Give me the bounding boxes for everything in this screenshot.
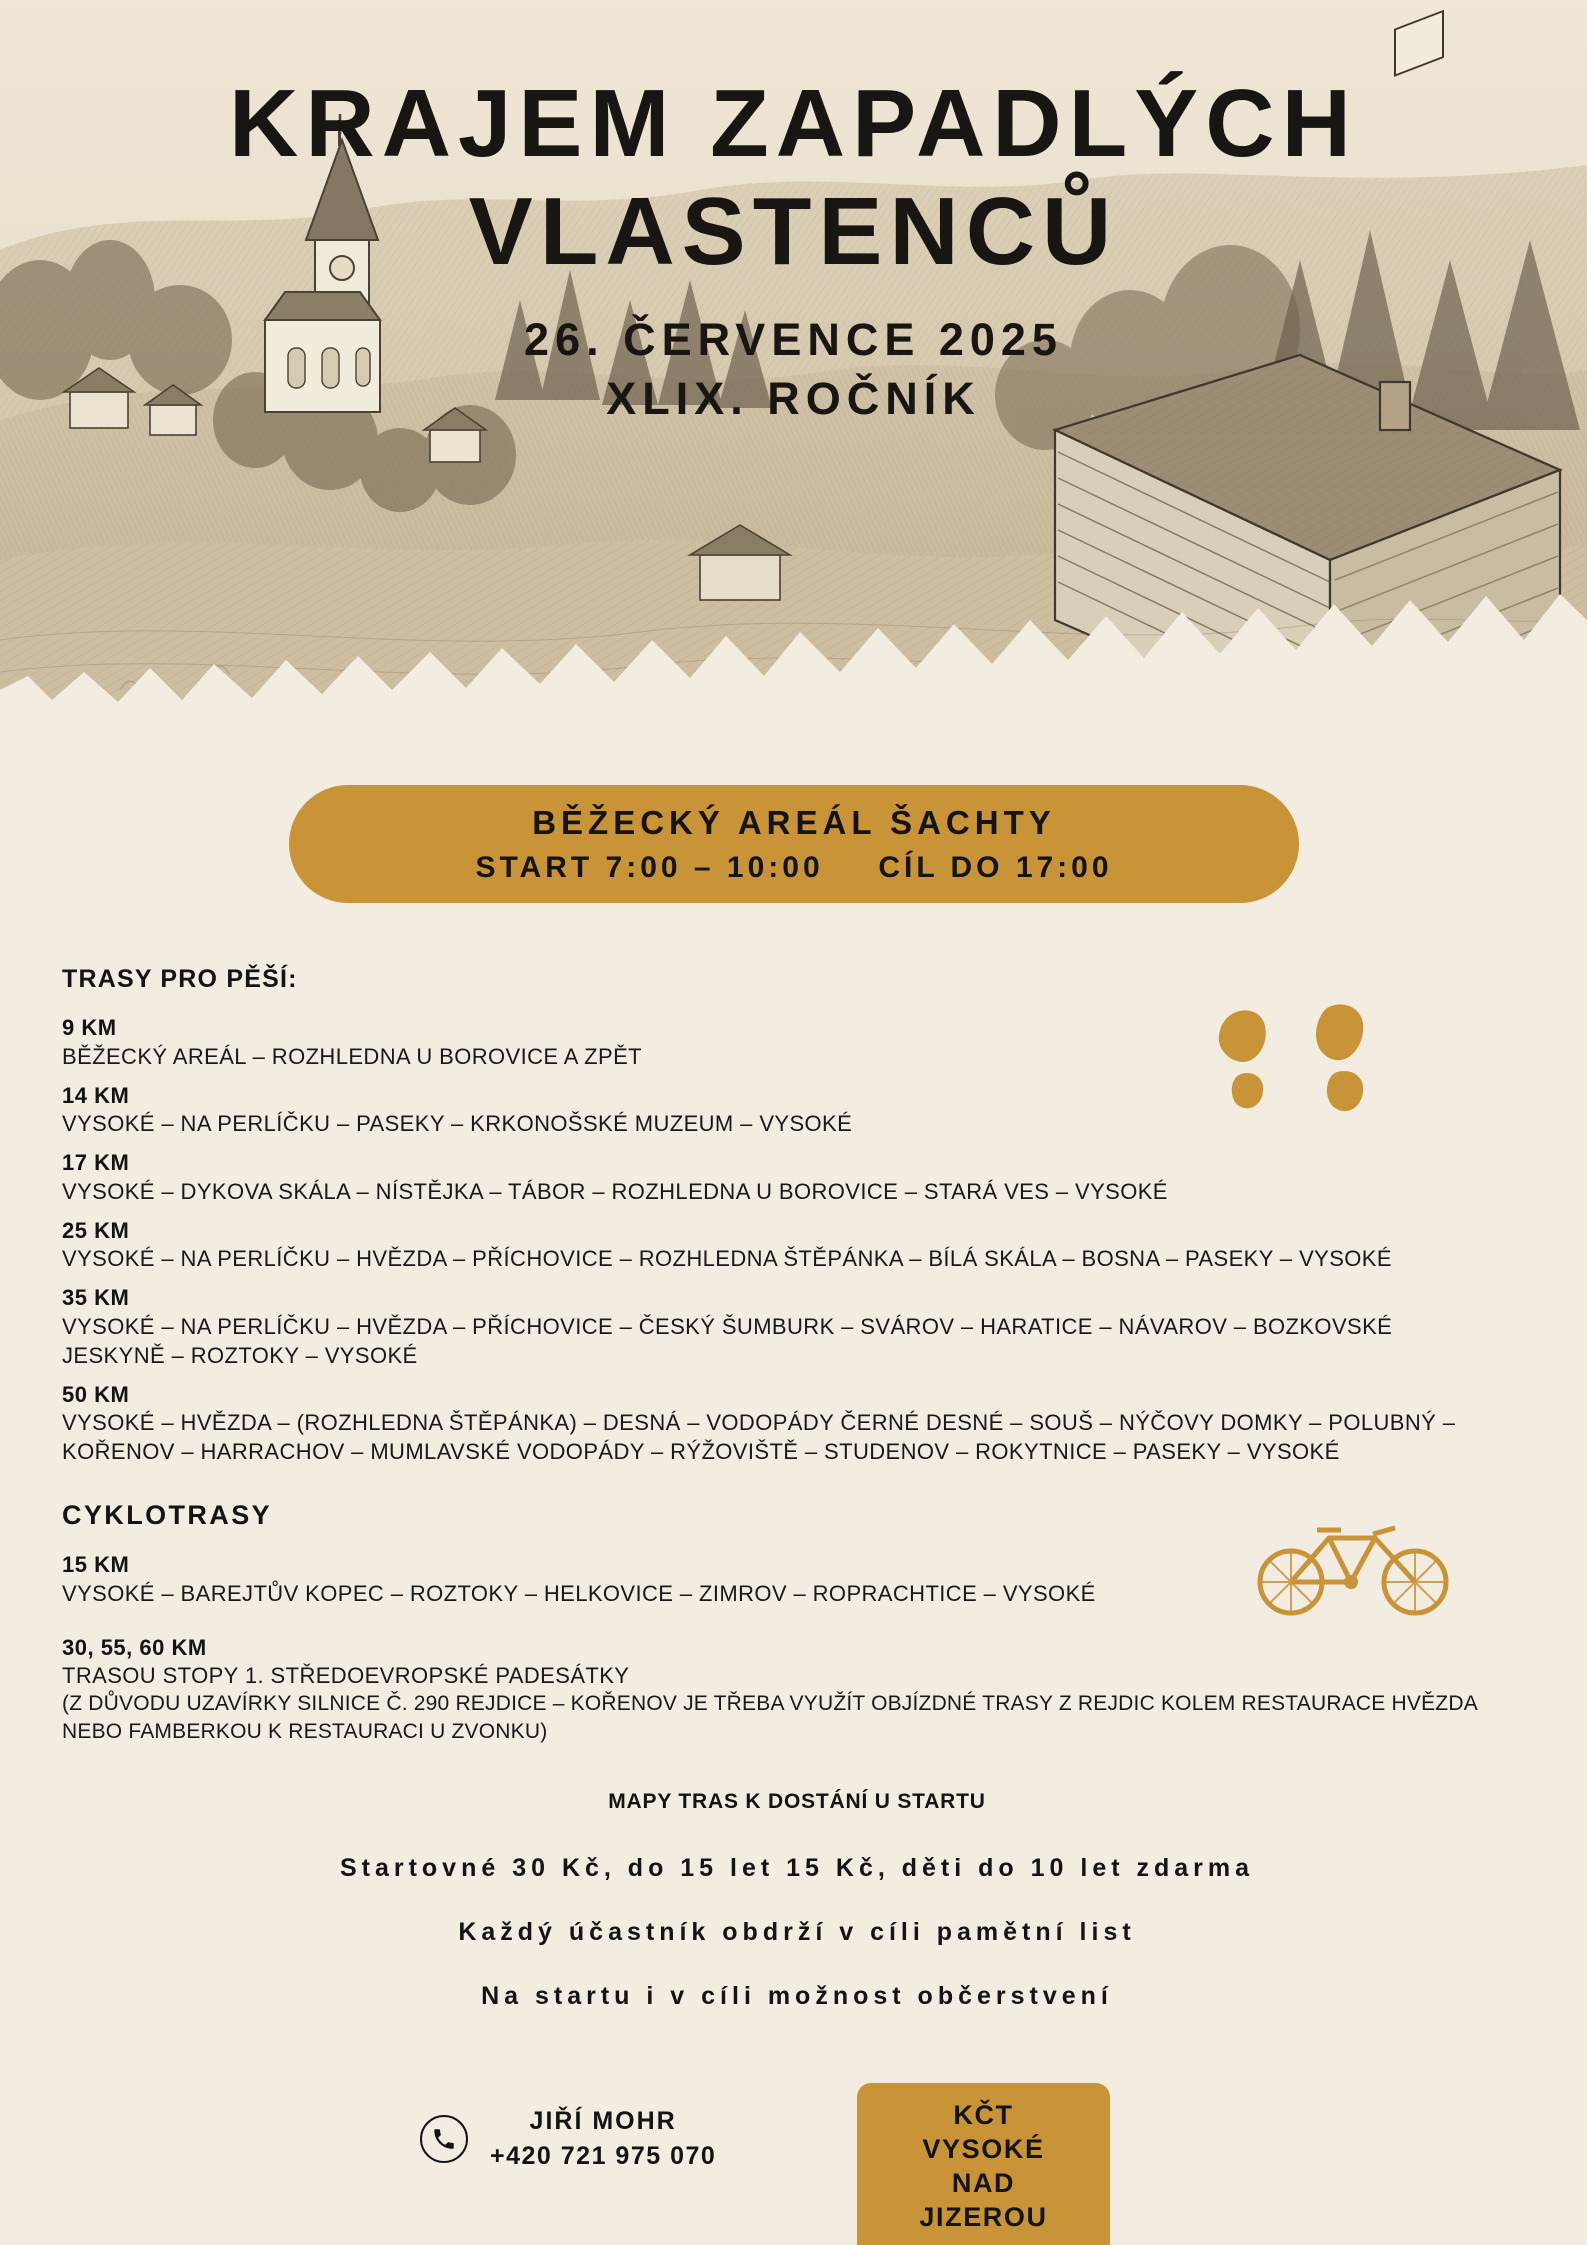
route-distance: 50 KM <box>62 1381 130 1407</box>
route-distance: 9 KM <box>62 1015 117 1040</box>
poster-title-line2: VLASTENCŮ <box>468 177 1119 285</box>
phone-icon <box>420 2115 468 2163</box>
entry-fee-line: Startovné 30 Kč, do 15 let 15 Kč, děti do 10 let zdarma <box>339 1854 1255 1883</box>
route-item <box>62 1217 1532 1274</box>
poster-date: 26. ČERVENCE 2025 <box>524 314 1063 366</box>
club-badge <box>857 2083 1110 2245</box>
route-distance: 15 KM <box>62 1552 130 1578</box>
route-description: VYSOKÉ – NA PERLÍČKU – HVĚZDA – PŘÍCHOVICE – ROZHLEDNA ŠTĚPÁNKA – BÍLÁ SKÁLA – BOSNA – PASEKY – VYSOKÉ <box>62 1246 1392 1272</box>
club-line-2: VYSOKÉ <box>922 2133 1045 2164</box>
route-distance: 14 KM <box>62 1082 130 1108</box>
info-lines <box>62 1854 1532 2011</box>
route-distance: 30, 55, 60 KM <box>62 1634 207 1660</box>
start-time: START 7:00 – 10:00 <box>475 850 824 884</box>
route-item <box>62 1634 1532 1746</box>
route-description: VYSOKÉ – NA PERLÍČKU – HVĚZDA – PŘÍCHOVICE – ČESKÝ ŠUMBURK – SVÁROV – HARATICE – NÁVAROV – BOZKOVSKÉ JESKYNĚ – ROZTOKY – VYSOKÉ <box>62 1313 1393 1368</box>
poster-title-line1: KRAJEM ZAPADLÝCH <box>229 70 1358 177</box>
walking-section-heading: TRASY PRO PĚŠÍ: <box>62 965 298 993</box>
route-description: VYSOKÉ – NA PERLÍČKU – PASEKY – KRKONOŠSKÉ MUZEUM – VYSOKÉ <box>62 1111 853 1137</box>
refreshment-line: Na startu i v cíli možnost občerstvení <box>481 1982 1113 2011</box>
route-description: TRASOU STOPY 1. STŘEDOEVROPSKÉ PADESÁTKY <box>62 1663 630 1689</box>
club-line-1: KČT <box>953 2099 1014 2130</box>
memento-line: Každý účastník obdrží v cíli pamětní list <box>458 1918 1136 1947</box>
venue-name: BĚŽECKÝ AREÁL ŠACHTY <box>532 803 1056 841</box>
route-item <box>62 1149 1532 1206</box>
route-item <box>62 1082 1532 1139</box>
contact-block <box>420 2107 716 2171</box>
poster-footer <box>0 2055 1587 2245</box>
contact-phone[interactable]: +420 721 975 070 <box>490 2142 717 2170</box>
route-description: VYSOKÉ – DYKOVA SKÁLA – NÍSTĚJKA – TÁBOR – ROZHLEDNA U BOROVICE – STARÁ VES – VYSOKÉ <box>62 1178 1168 1204</box>
route-item <box>62 1551 1532 1608</box>
club-line-4: JIZEROU <box>919 2202 1048 2233</box>
route-description: BĚŽECKÝ AREÁL – ROZHLEDNA U BOROVICE A ZPĚT <box>62 1043 642 1069</box>
route-distance: 35 KM <box>62 1285 130 1311</box>
route-detour-note: (Z DŮVODU UZAVÍRKY SILNICE Č. 290 REJDICE – KOŘENOV JE TŘEBA VYUŽÍT OBJÍZDNÉ TRASY Z REJDIC KOLEM RESTAURACE HVĚZDA NEBO FAMBERKOU K RESTAURACI U ZVONKU) <box>62 1692 1477 1744</box>
cycling-section-heading: CYKLOTRASY <box>62 1500 273 1531</box>
contact-name: JIŘÍ MOHR <box>529 2107 677 2135</box>
route-distance: 25 KM <box>62 1217 130 1243</box>
club-line-3: NAD <box>951 2168 1016 2198</box>
finish-time: CÍL DO 17:00 <box>878 850 1113 884</box>
poster-title-block <box>0 70 1587 428</box>
route-item <box>62 1381 1532 1467</box>
routes-content <box>62 965 1532 2046</box>
route-description: VYSOKÉ – BAREJTŮV KOPEC – ROZTOKY – HELKOVICE – ZIMROV – ROPRACHTICE – VYSOKÉ <box>62 1580 1096 1606</box>
route-distance: 17 KM <box>62 1150 130 1176</box>
route-item <box>62 1014 1532 1071</box>
poster-edition: XLIX. ROČNÍK <box>606 372 981 424</box>
maps-availability-note: MAPY TRAS K DOSTÁNÍ U STARTU <box>608 1790 986 1814</box>
route-description: VYSOKÉ – HVĚZDA – (ROZHLEDNA ŠTĚPÁNKA) – DESNÁ – VODOPÁDY ČERNÉ DESNÉ – SOUŠ – NÝČOVY DOMKY – POLUBNÝ – KOŘENOV – HARRACHOV – MUMLAVSKÉ VODOPÁDY – RÝŽOVIŠTĚ – STUDENOV – ROKYTNICE – PASEKY – VYSOKÉ <box>62 1410 1456 1465</box>
route-item <box>62 1284 1532 1370</box>
venue-banner <box>289 785 1299 903</box>
